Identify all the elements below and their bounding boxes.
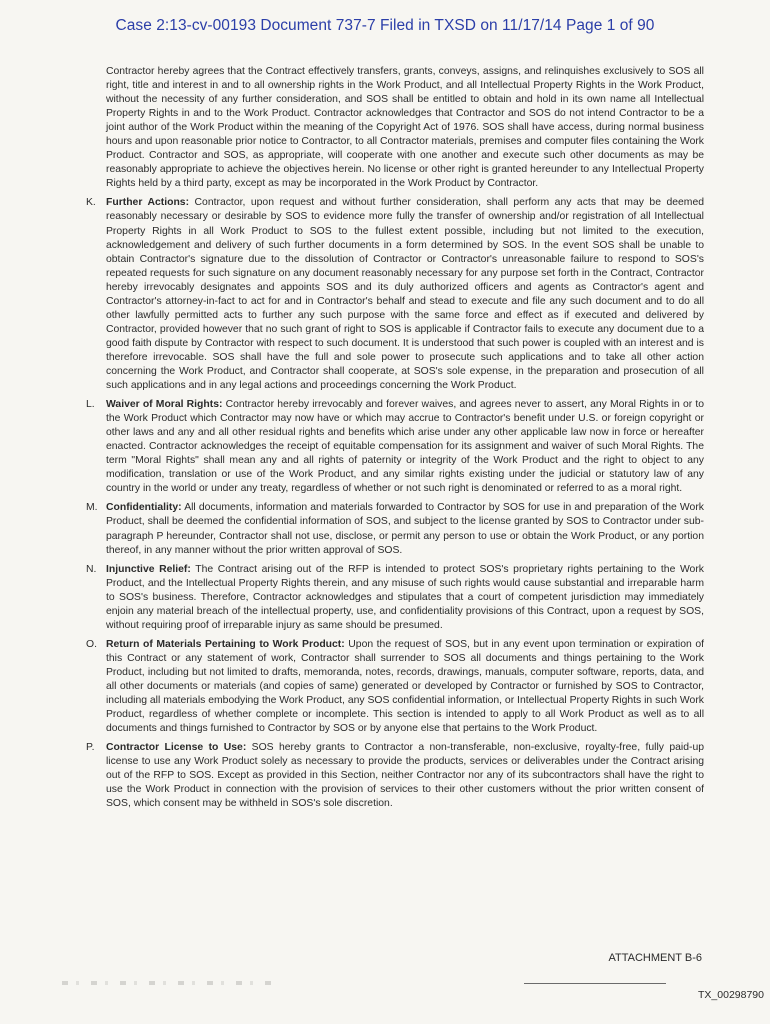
attachment-label: ATTACHMENT B-6	[608, 952, 702, 964]
intro-paragraph: Contractor hereby agrees that the Contract effectively transfers, grants, conveys, assigns, and relinquishes exclusively to SOS all right, title and interest in and to all ownership rights in the Work Product, and all Intellectual Property Rights in the Work Product, without the necessity of any further consideration, and SOS shall be entitled to obtain and hold in its own name all Intellectual Property Rights in and to the Work Product. Contractor acknowledges that Contractor and SOS do not intend Contractor to be a joint author of the Work Product within the meaning of the Copyright Act of 1976. SOS shall have access, during normal business hours and upon reasonable prior notice to Contractor, to all Contractor materials, premises and computer files containing the Work Product. Contractor and SOS, as appropriate, will cooperate with one another and execute such other documents as may be reasonably appropriate to achieve the objectives herein. No license or other right is granted hereunder to any Intellectual Property Rights held by a third party, except as may be incorporated in the Work Product by Contractor.	[106, 66, 704, 190]
section-n	[86, 563, 704, 633]
section-body: Contractor hereby irrevocably and forever waives, and agrees never to assert, any Moral Rights in or to the Work Product which Contractor may now have or which may accrue to Contractor's benefit under U.S. or foreign copyright or other laws and any and all other residual rights and benefits which arise under any other applicable law now in force or hereafter enacted. Contractor acknowledges the receipt of equitable compensation for its assignment and waiver of such Moral Rights. The term "Moral Rights" shall mean any and all rights of paternity or integrity of the Work Product and the right to object to any modification, translation or use of the Work Product, and any similar rights existing under the judicial or statutory law of any country in the world or under any treaty, regardless of whether or not such right is denominated or referred to as a moral right.	[106, 399, 705, 495]
document-body	[86, 65, 704, 816]
section-o	[86, 638, 704, 736]
bates-number: TX_00298790	[698, 989, 764, 1001]
section-body: SOS hereby grants to Contractor a non-transferable, non-exclusive, royalty-free, fully paid-up license to use any Work Product solely as necessary to provide the products, services or deliverables under the Contract arising out of the RFP to SOS. Except as provided in this Section, neither Contractor nor any of its subcontractors shall have the right to use the Work Product in connection with the provision of services to their other customers without the prior written consent of SOS, which consent may be withheld in SOS's sole discretion.	[106, 742, 704, 810]
section-letter: L.	[86, 399, 95, 411]
case-header: Case 2:13-cv-00193 Document 737-7 Filed in TXSD on 11/17/14 Page 1 of 90	[115, 17, 655, 34]
section-letter: N.	[86, 563, 97, 575]
section-heading: Contractor License to Use:	[106, 742, 247, 754]
section-body: The Contract arising out of the RFP is intended to protect SOS's proprietary rights pertaining to the Work Product, and the Intellectual Property Rights therein, and any misuse of such rights would cause substantial and irreparable harm to SOS's business. Therefore, Contractor acknowledges and stipulates that a court of competent jurisdiction may immediately enjoin any material breach of the intellectual property, use, and confidentiality provisions of this Contract, upon a request by SOS, without requiring proof of irreparable injury as same should be presumed.	[106, 563, 704, 631]
section-letter: K.	[86, 197, 96, 209]
section-letter: P.	[86, 742, 95, 754]
section-heading: Further Actions:	[106, 197, 190, 209]
scan-artifact	[62, 981, 272, 985]
section-heading: Return of Materials Pertaining to Work Product:	[106, 638, 345, 650]
section-k	[86, 196, 704, 393]
section-heading: Injunctive Relief:	[106, 563, 191, 575]
section-l	[86, 398, 704, 496]
section-letter: M.	[86, 502, 98, 514]
section-body: All documents, information and materials forwarded to Contractor by SOS for use in and preparation of the Work Product, shall be deemed the confidential information of SOS, and subject to the license granted by SOS to Contractor under sub-paragraph P hereunder, Contractor shall not use, disclose, or permit any person to use or obtain the Work Product, or any portion thereof, in any manner without the prior written approval of SOS.	[106, 502, 704, 556]
section-body: Upon the request of SOS, but in any event upon termination or expiration of this Contract or any statement of work, Contractor shall surrender to SOS all documents and things pertaining to the Work Product, including but not limited to drafts, memoranda, notes, records, drawings, manuals, computer software, reports, data, and all other documents or materials (and copies of same) generated or developed by Contractor or furnished by SOS to Contractor, including all materials embodying the Work Product, any SOS confidential information, or Intellectual Property Rights in such Work Product, regardless of whether complete or incomplete. This section is intended to apply to all Work Product as well as to all documents and things furnished to Contractor by SOS or by anyone else that pertains to the Work Product.	[106, 638, 704, 735]
section-heading: Waiver of Moral Rights:	[106, 399, 223, 411]
section-heading: Confidentiality:	[106, 502, 182, 514]
section-m	[86, 501, 704, 557]
section-letter: O.	[86, 638, 97, 650]
section-body: Contractor, upon request and without further consideration, shall perform any acts that may be deemed reasonably necessary or desirable by SOS to evidence more fully the transfer of ownership and/or registration of all Intellectual Property Rights in all Work Product to SOS to the fullest extent possible, including but not limited to the execution, acknowledgement and delivery of such further documents in a form determined by SOS. In the event SOS shall be unable to obtain Contractor's signature due to the dissolution of Contractor or Contractor's unreasonable failure to respond to SOS's repeated requests for such signature on any document reasonably necessary for any purpose set forth in the Contract, Contractor hereby irrevocably designates and appoints SOS and its duly authorized officers and agents as Contractor's agent and Contractor's attorney-in-fact to act for and in Contractor's behalf and stead to execute and file any such document and to do all other lawfully permitted acts to further any such purpose with the same force and effect as if executed and delivered by Contractor, provided however that no such grant of right to SOS is applicable if Contractor fails to execute any document due to a good faith dispute by Contractor with respect to such document. It is understood that such power is coupled with an interest and is therefore irrevocable. SOS shall have the full and sole power to prosecute such applications and to take all other action concerning the Work Product, and Contractor shall cooperate, at SOS's sole expense, in the preparation and prosecution of all such applications and in any legal actions and proceedings concerning the Work Product.	[106, 197, 705, 392]
footer-divider	[524, 983, 666, 984]
section-p	[86, 741, 704, 811]
